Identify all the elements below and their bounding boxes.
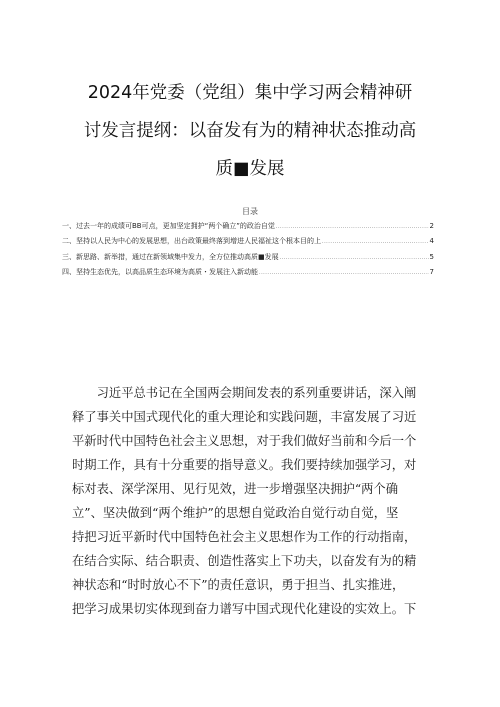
body-line: 时期工作，具有十分重要的指导意义。我们要持续加强学习，对 (72, 458, 417, 472)
toc-leader-dots (276, 220, 429, 234)
toc-item-page: 5 (429, 252, 434, 261)
toc-item-page: 7 (429, 267, 434, 276)
body-line: 持把习近平新时代中国特色社会主义思想作为工作的行动指南， (72, 530, 417, 544)
body-line: 释了事关中国式现代化的重大理论和实践问题，丰富发展了习近 (72, 410, 417, 424)
table-of-contents (62, 219, 434, 280)
toc-leader-dots (322, 235, 429, 249)
title-line: 2024年党委（党组）集中学习两会精神研 (87, 83, 413, 103)
toc-item-text: 二、坚持以人民为中心的发展思想，出台政策最终落到增进人民福祉这个根本目的上 (62, 237, 321, 246)
body-line: 神状态和“时时放心不下”的责任意识，勇于担当、扎实推进， (72, 578, 405, 592)
body-paragraph (72, 381, 434, 621)
toc-item-page: 2 (429, 222, 434, 230)
body-line: 把学习成果切实体现到奋力谱写中国式现代化建设的实效上。下 (72, 602, 417, 616)
toc-leader-dots (280, 251, 429, 265)
toc-item-page: 4 (429, 237, 434, 246)
toc-heading: 目录 (242, 207, 258, 216)
toc-item[interactable] (62, 219, 434, 234)
toc-item-text: 一、过去一年的成绩可BB可点，更加坚定拥护“两个确立”的政治自觉 (62, 222, 275, 230)
body-line: 在结合实际、结合职责、创造性落实上下功夫，以奋发有为的精 (72, 554, 417, 568)
toc-item-text: 四、坚持生态优先，以高品质生态环境为高质・发展注入新动能 (62, 267, 258, 276)
toc-leader-dots (259, 266, 429, 280)
body-line: 习近平总书记在全国两会期间发表的系列重要讲话，深入阐 (72, 386, 417, 400)
body-line: 标对表、深学深用、见行见效，进一步增强坚决拥护“两个确 (72, 482, 399, 496)
toc-item[interactable] (62, 234, 434, 249)
body-line: 立”、坚决做到“两个维护”的思想自觉政治自觉行动自觉，坚 (72, 506, 399, 520)
toc-item[interactable] (62, 265, 434, 280)
title-line: 质■发展 (215, 159, 285, 179)
document-title (40, 74, 460, 188)
toc-item[interactable] (62, 250, 434, 265)
body-line: 平新时代中国特色社会主义思想，对于我们做好当前和今后一个 (72, 434, 417, 448)
toc-item-text: 三、新思路、新举措，通过在新领域集中发力，全方位推动高质■发展 (62, 252, 279, 261)
title-line: 讨发言提纲：以奋发有为的精神状态推动高 (83, 121, 417, 141)
